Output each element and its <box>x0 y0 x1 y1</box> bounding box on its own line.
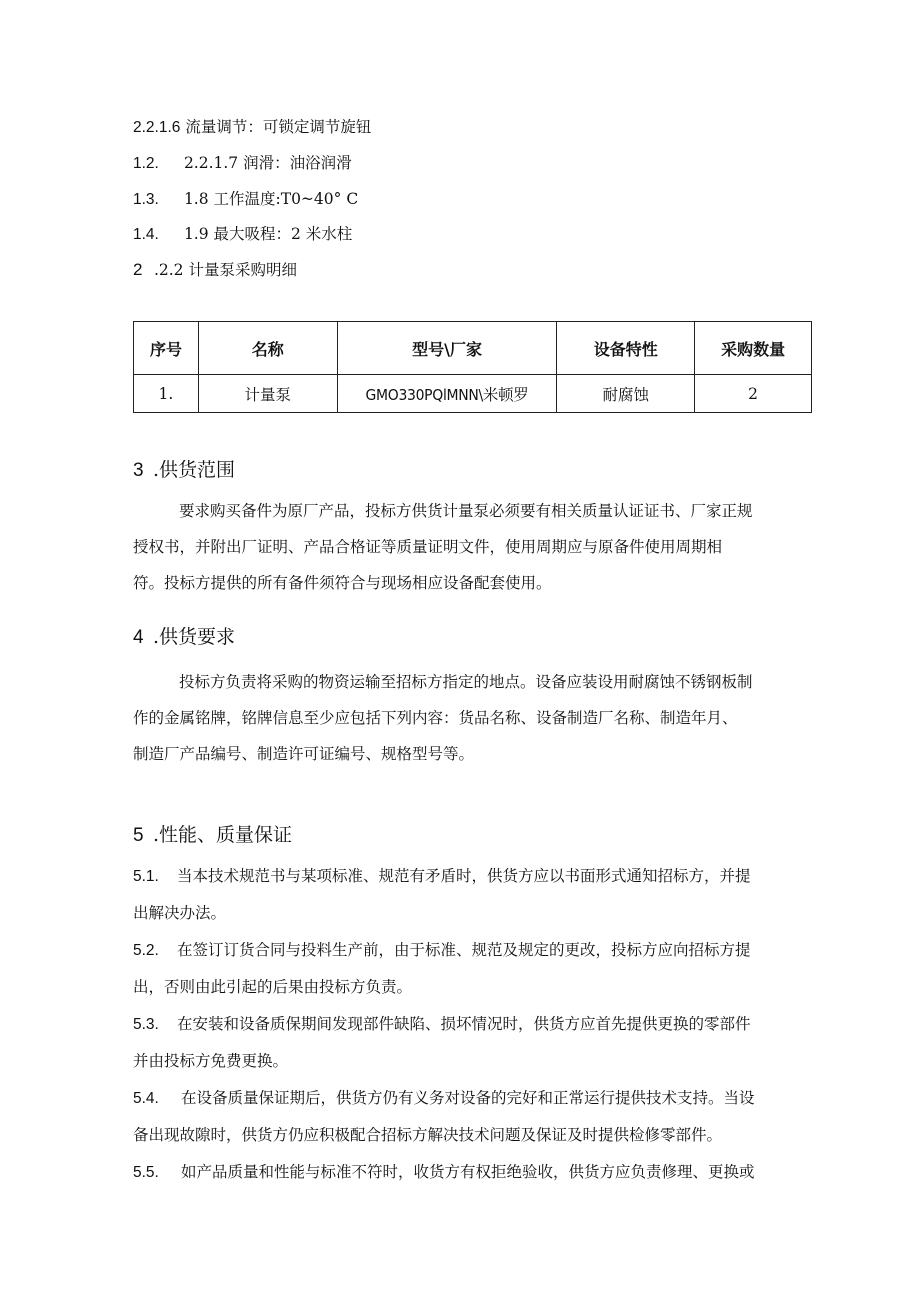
section-title: .供货要求 <box>153 626 236 648</box>
section-number: 3 <box>133 460 144 481</box>
section-title: .供货范围 <box>153 459 236 481</box>
spec-line-number: 1.2. <box>133 155 159 172</box>
item-line: 出，否则由此引起的后果由投标方负责。 <box>133 978 413 996</box>
paragraph-line: 投标方负责将采购的物资运输至招标方指定的地点。设备应装设用耐腐蚀不锈钢板制 <box>179 673 753 691</box>
section-3-heading <box>133 455 235 482</box>
spec-line-text: 1.8 工作温度:T0~40° C <box>183 190 359 208</box>
spec-line-text: 2.2.1.7 润滑：油浴润滑 <box>183 154 352 172</box>
subsection-number: 2 <box>133 260 143 279</box>
section-4-paragraph <box>133 664 813 772</box>
item-number: 5.2. <box>133 942 159 959</box>
item-line: 并由投标方免费更换。 <box>133 1052 289 1070</box>
spec-line-13 <box>133 187 358 209</box>
paragraph-line: 作的金属铭牌，铭牌信息至少应包括下列内容：货品名称、设备制造厂名称、制造年月、 <box>133 709 738 727</box>
cell-quantity: 2 <box>695 375 812 413</box>
spec-line-14 <box>133 222 352 244</box>
quality-item-5-3 <box>133 1006 813 1079</box>
spec-line-text: 1.9 最大吸程：2 米水柱 <box>183 225 353 243</box>
quality-item-5-4 <box>133 1080 813 1153</box>
header-index: 序号 <box>134 322 199 375</box>
cell-model: GMO330PQlMNN\米顿罗 <box>337 375 557 413</box>
table-header-row <box>134 322 812 375</box>
spec-line-number: 1.3. <box>133 191 159 208</box>
spec-line-2216 <box>133 115 371 137</box>
spec-line-text: 流量调节：可锁定调节旋钮 <box>185 118 372 136</box>
paragraph-line: 符。投标方提供的所有备件须符合与现场相应设备配套使用。 <box>133 574 552 592</box>
section-title: .性能、质量保证 <box>153 824 293 846</box>
item-number: 5.3. <box>133 1016 159 1033</box>
table-row <box>134 375 812 413</box>
paragraph-line: 授权书，并附出厂证明、产品合格证等质量证明文件，使用周期应与原备件使用周期相 <box>133 538 723 556</box>
paragraph-line: 制造厂产品编号、制造许可证编号、规格型号等。 <box>133 745 475 763</box>
item-line: 当本技术规范书与某项标准、规范有矛盾时，供货方应以书面形式通知招标方，并提 <box>177 867 751 885</box>
paragraph-line: 要求购买备件为原厂产品，投标方供货计量泵必须要有相关质量认证证书、厂家正规 <box>179 502 753 520</box>
item-line: 在签订订货合同与投料生产前，由于标准、规范及规定的更改，投标方应向招标方提 <box>177 941 751 959</box>
header-name: 名称 <box>198 322 337 375</box>
subsection-title <box>133 258 297 280</box>
section-number: 5 <box>133 825 144 846</box>
section-3-paragraph <box>133 493 813 601</box>
cell-feature: 耐腐蚀 <box>557 375 695 413</box>
item-number: 5.4. <box>133 1090 159 1107</box>
spec-line-number: 2.2.1.6 <box>133 119 181 136</box>
item-line: 备出现故隙时，供货方仍应积极配合招标方解决技术问题及保证及时提供检修零部件。 <box>133 1126 723 1144</box>
section-4-heading <box>133 622 235 649</box>
item-line: 在设备质量保证期后，供货方仍有义务对设备的完好和正常运行提供技术支持。当设 <box>181 1089 755 1107</box>
item-line: 在安装和设备质保期间发现部件缺陷、损坏情况时，供货方应首先提供更换的零部件 <box>177 1015 751 1033</box>
header-model: 型号\厂家 <box>337 322 557 375</box>
header-quantity: 采购数量 <box>695 322 812 375</box>
subsection-text: .2.2 计量泵采购明细 <box>153 261 297 279</box>
section-number: 4 <box>133 627 144 648</box>
quality-item-5-1 <box>133 858 813 931</box>
quality-item-5-2 <box>133 932 813 1005</box>
item-number: 5.5. <box>133 1164 159 1181</box>
section-5-heading <box>133 820 292 847</box>
cell-name: 计量泵 <box>198 375 337 413</box>
item-line: 出解决办法。 <box>133 904 227 922</box>
quality-item-5-5 <box>133 1154 813 1191</box>
procurement-table <box>133 321 812 413</box>
item-number: 5.1. <box>133 868 159 885</box>
cell-index: 1. <box>134 375 199 413</box>
spec-line-12 <box>133 151 352 173</box>
item-line: 如产品质量和性能与标准不符时，收货方有权拒绝验收，供货方应负责修理、更换或 <box>181 1163 755 1181</box>
header-feature: 设备特性 <box>557 322 695 375</box>
spec-line-number: 1.4. <box>133 226 159 243</box>
